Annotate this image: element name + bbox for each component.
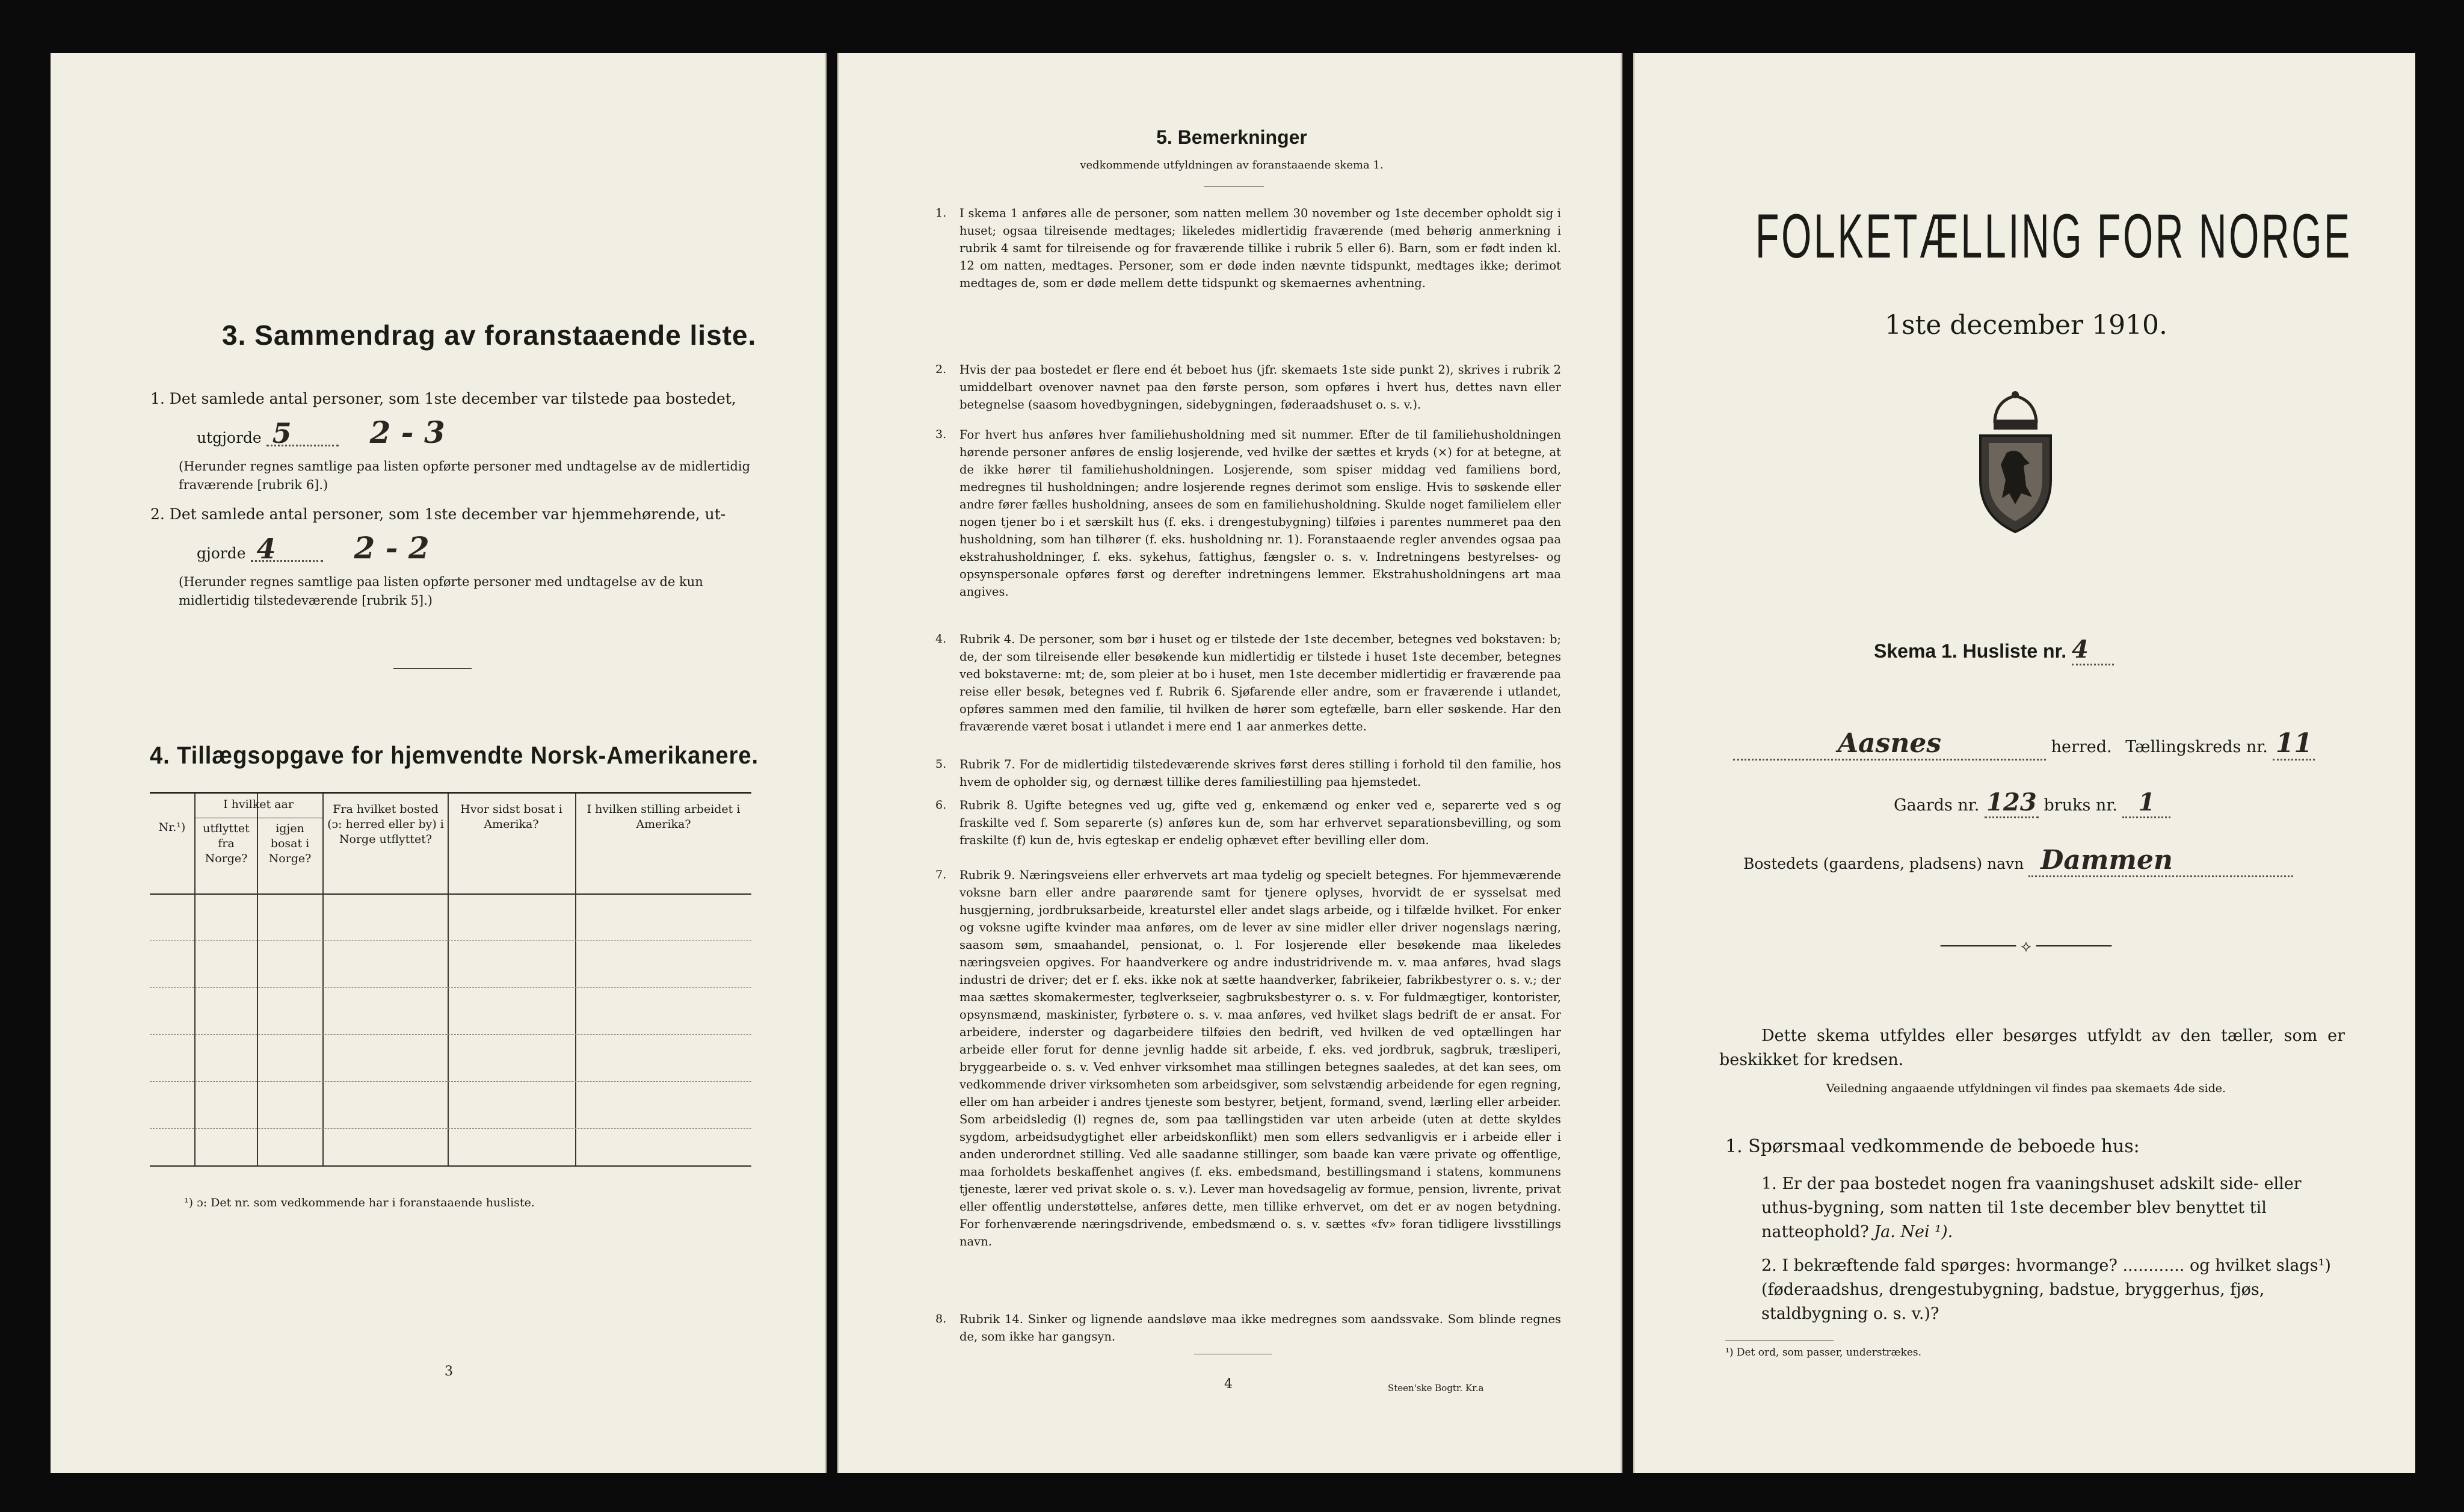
remark-text: For hvert hus anføres hver familiehusholdning med sit nummer. Efter de til familiehusholdningen hørende personer anføres de enslig losjerende, ved hvilke der sættes et kryds (×) for at betegne, at de ikke hører til familiehusholdningen. Losjerende, som spiser middag ved familiens bord, medregnes til husholdningen; andre losjerende regnes derimot som enslige. Hvis to søskende eller andre fører fælles husholdning, ansees de som en familiehusholdning. Skulde noget familielem eller nogen tjener bo i et særskilt hus (f. eks. i drengestubygning) tilføies i parentes nummeret paa den husholdning, som han tilhører (f. eks. husholdning nr. 1). Foranstaaende regler anvendes ogsaa paa ekstrahusholdninger, f. eks. sykehus, fattighus, fængsler o. s. v. Indretningens bestyrelses- og opsynspersonale opføres først og derefter indretningens lemmer. Ekstrahusholdningens art maa angives.	[959, 428, 1561, 599]
ornament-divider: ──────── ⟡ ────────	[1940, 937, 2112, 955]
table-col-divider	[194, 794, 196, 1165]
page-number: 4	[1224, 1377, 1233, 1392]
remark-number: 3.	[935, 428, 947, 441]
col-returned: igjen bosat i Norge?	[268, 822, 312, 865]
table-row	[150, 940, 751, 941]
table-header-rule	[150, 893, 751, 895]
item2-extra: 2 - 2	[354, 530, 430, 566]
remark-number: 1.	[935, 206, 947, 220]
question-1	[1761, 1172, 2345, 1244]
bosted-label: Bostedets (gaardens, pladsens) navn	[1743, 855, 2024, 872]
remark-text: Rubrik 8. Ugifte betegnes ved ug, gifte ved g, enkemænd og enker ved e, separerte ved s og fraskilte ved f. Som separerte (s) anføres kun de, som har erhvervet separationsbevilling, og som fraskilte (f) kun de, hvis egteskap er endelig ophævet efter bevilling eller dom.	[959, 798, 1561, 847]
item2-note: (Herunder regnes samtlige paa listen opførte personer med undtagelse av de kun midlertidig tilstedeværende [rubrik 5].)	[179, 575, 703, 608]
remark-text: Rubrik 14. Sinker og lignende aandsløve maa ikke medregnes som aandssvake. Som blinde regnes de, som ikke har gangsyn.	[959, 1312, 1561, 1344]
bruks-value: 1	[2122, 788, 2170, 818]
norwegian-coat-of-arms-icon	[1972, 390, 2059, 534]
kreds-label: Tællingskreds nr.	[2125, 738, 2268, 756]
table-row	[150, 1081, 751, 1082]
col-last: Hvor sidst bosat i Amerika?	[460, 803, 562, 831]
item1-text: 1. Det samlede antal personer, som 1ste december var tilstede paa bostedet,	[150, 390, 736, 407]
remarks-title: 5. Bemerkninger	[1156, 126, 1307, 148]
remark-number: 4.	[935, 632, 947, 646]
section-4-title: 4. Tillægsopgave for hjemvendte Norsk-Amerikanere.	[150, 741, 759, 769]
printer-imprint: Steen'ske Bogtr. Kr.a	[1388, 1383, 1484, 1393]
form-title: FOLKETÆLLING FOR NORGE	[1755, 202, 2352, 271]
norsk-amerikanere-table	[150, 792, 751, 1167]
remark-number: 5.	[935, 758, 947, 771]
item1-note: (Herunder regnes samtlige paa listen opførte personer med undtagelse av de midlertidig fraværende [rubrik 6].)	[179, 459, 751, 492]
gaards-value: 123	[1985, 788, 2039, 818]
table-col-divider	[257, 794, 258, 1165]
page-number: 3	[445, 1364, 453, 1379]
bosted-line	[1743, 845, 2345, 877]
question-1-answer: Ja. Nei ¹).	[1874, 1223, 1953, 1241]
col-emigrated: utflyttet fra Norge?	[203, 822, 250, 865]
table-row	[150, 1034, 751, 1035]
remark-number: 8.	[935, 1312, 947, 1325]
middle-page	[837, 53, 1622, 1473]
remark-text: Rubrik 4. De personer, som bør i huset og er tilstede der 1ste december, betegnes ved bokstaven: b; de, der som tilreisende eller besøkende kun midlertidig er tilstede i huset 1ste december, betegnes ved bokstaverne: mt; de, som pleier at bo i huset, men 1ste december midlertidig er fraværende paa reise eller besøk, betegnes ved f. Rubrik 6. Sjøfarende eller andre, som er fraværende i utlandet, opføres sammen med den familie, til hvilken de hører som egtefælle, barn eller søskende. Har den fraværende været bosat i utlandet i mere end 1 aar anmerkes dette.	[959, 632, 1561, 733]
table-col-divider	[575, 794, 576, 1165]
col-nr: Nr.¹)	[158, 821, 186, 834]
table-col-divider	[448, 794, 449, 1165]
footnote: ¹) Det ord, som passer, understrækes.	[1725, 1347, 1922, 1359]
item2-prefix: gjorde	[197, 545, 246, 562]
remarks-subtitle: vedkommende utfyldningen av foranstaaende skema 1.	[1080, 159, 1384, 171]
question-section-title: 1. Spørsmaal vedkommende de beboede hus:	[1725, 1136, 2140, 1157]
item2-text: 2. Det samlede antal personer, som 1ste december var hjemmehørende, ut-	[150, 505, 726, 523]
herred-line	[1733, 728, 2347, 761]
col-occupation: I hvilken stilling arbeidet i Amerika?	[587, 803, 741, 831]
table-col-divider	[322, 794, 324, 1165]
bruks-label: bruks nr.	[2044, 796, 2118, 815]
item1-value: 5	[266, 422, 339, 446]
bosted-value: Dammen	[2028, 845, 2293, 877]
remark-number: 6.	[935, 798, 947, 812]
skema-line	[1874, 635, 2114, 665]
remark-text: I skema 1 anføres alle de personer, som natten mellem 30 november og 1ste december opholdt sig i huset; ogsaa tilreisende medtages; likeledes midlertidig fraværende (med behørig anmerkning i rubrik 4 samt for tilreisende og for fraværende tillike i rubrik 5 eller 6). Barn, som er født inden kl. 12 om natten, medtages. Personer, som er døde inden nævnte tidspunkt, medtages ikke; derimot medtages de, som er døde mellem dette tidspunkt og skemaernes avhentning.	[959, 206, 1561, 290]
question-2: 2. I bekræftende fald spørges: hvormange? ............ og hvilket slags¹) (føderaadshus, drengestubygning, badstue, bryggerhus, fjøs, staldbygning o. s. v.)?	[1761, 1256, 2331, 1323]
item2-value: 4	[251, 538, 323, 562]
footnote: ¹) ɔ: Det nr. som vedkommende har i foranstaaende husliste.	[184, 1196, 535, 1209]
herred-label: herred.	[2051, 738, 2112, 756]
right-page	[1633, 53, 2415, 1473]
herred-value: Aasnes	[1733, 728, 2046, 761]
item1-extra: 2 - 3	[369, 415, 445, 450]
left-page	[51, 53, 827, 1473]
gaards-line	[1894, 788, 2170, 818]
question-1-text: 1. Er der paa bostedet nogen fra vaaningshuset adskilt side- eller uthus-bygning, som natten til 1ste december blev benyttet til natteophold?	[1761, 1174, 2302, 1241]
table-row	[150, 987, 751, 988]
section-3-title: 3. Sammendrag av foranstaaende liste.	[222, 319, 757, 351]
col-from: Fra hvilket bosted (ɔ: herred eller by) i Norge utflyttet?	[327, 803, 444, 846]
item2-line	[197, 530, 558, 566]
form-date: 1ste december 1910.	[1884, 310, 2168, 341]
table-row	[150, 1128, 751, 1129]
remark-text: Hvis der paa bostedet er flere end ét beboet hus (jfr. skemaets 1ste side punkt 2), skrives i rubrik 2 umiddelbart ovenover navnet paa den første person, som opføres i hvert hus, dettes navn eller betegnelse (saasom hovedbygningen, sidebygningen, føderaadshuset o. s. v.).	[959, 363, 1561, 412]
item1-prefix: utgjorde	[197, 429, 262, 446]
instruction-text: Dette skema utfyldes eller besørges utfyldt av den tæller, som er beskikket for kredsen.	[1719, 1026, 2345, 1069]
kreds-value: 11	[2273, 728, 2315, 761]
divider	[1204, 186, 1264, 187]
remark-text: Rubrik 9. Næringsveiens eller erhvervets art maa tydelig og specielt betegnes. For hjemmeværende voksne barn eller andre paarørende samt for tjenere oplyses, hvorvidt de er sysselsat med husgjerning, jordbruksarbeide, kreaturstel eller andet slags arbeide, og i tilfælde hvilket. For enker og voksne ugifte kvinder maa anføres, om de lever av sine midler eller driver nogenslags næring, saasom søm, smaahandel, pensionat, o. l. For losjerende eller besøkende maa likeledes næringsveien opgives. For haandverkere og andre industridrivende m. v. maa anføres, hvad slags industri de driver; det er f. eks. ikke nok at sætte haandverker, fabrikeier, fabrikbestyrer o. s. v.; der maa sættes skomakermester, teglverkseier, sagbruksbestyrer o. s. v. For fuldmægtiger, kontorister, opsynsmænd, maskinister, fyrbøtere o. s. v. maa anføres, ved hvilket slags bedrift de er ansat. For arbeidere, inderster og dagarbeidere tilføies den bedrift, ved hvilken de ved optællingen har arbeide eller forut for denne jevnlig hadde sit arbeide, f. eks. ved jordbruk, sagbruk, træsliperi, bryggearbeide o. s. v. Ved enhver virksomhet maa stillingen betegnes saaledes, at det kan sees, om vedkommende driver virksomheten som arbeidsgiver, som selvstændig arbeidende for egen regning, eller om han arbeider i andres tjeneste som bestyrer, betjent, formand, svend, lærling eller arbeider. Som arbeidsledig (l) regnes de, som paa tællingstiden var uten arbeide (uten at dette skyldes sygdom, arbeidsudygtighet eller arbeidskonflikt) men som ellers sedvanligvis er i arbeide eller i anden underordnet stilling. Ved alle saadanne stillinger, som baade kan være private og offentlige, maa forholdets beskaffenhet angives (f. eks. embedsmand, bestillingsmand i statens, kommunens tjeneste, lærer ved privat skole o. s. v.). Lever man hovedsagelig av formue, pension, livrente, privat eller offentlig understøttelse, anføres dette, men tillike erhvervet, om det er av nogen betydning. For forhenværende næringsdrivende, embedsmænd o. s. v. sættes «fv» foran tidligere livsstillings navn.	[959, 868, 1561, 1248]
remark-number: 7.	[935, 868, 947, 881]
instruction-note: Veiledning angaaende utfyldningen vil findes paa skemaets 4de side.	[1826, 1082, 2226, 1095]
skema-label: Skema 1. Husliste nr.	[1874, 640, 2067, 662]
gaards-label: Gaards nr.	[1894, 796, 1980, 815]
divider	[393, 668, 472, 669]
item1-line	[197, 415, 558, 450]
husliste-nr-value: 4	[2072, 635, 2114, 665]
col-year-group: I hvilket aar	[223, 798, 294, 811]
remark-text: Rubrik 7. For de midlertidig tilstedeværende skrives først deres stilling i forhold til den familie, hos hvem de opholder sig, og dernæst tillike deres familiestilling paa hjemstedet.	[959, 758, 1561, 789]
remark-number: 2.	[935, 363, 947, 376]
